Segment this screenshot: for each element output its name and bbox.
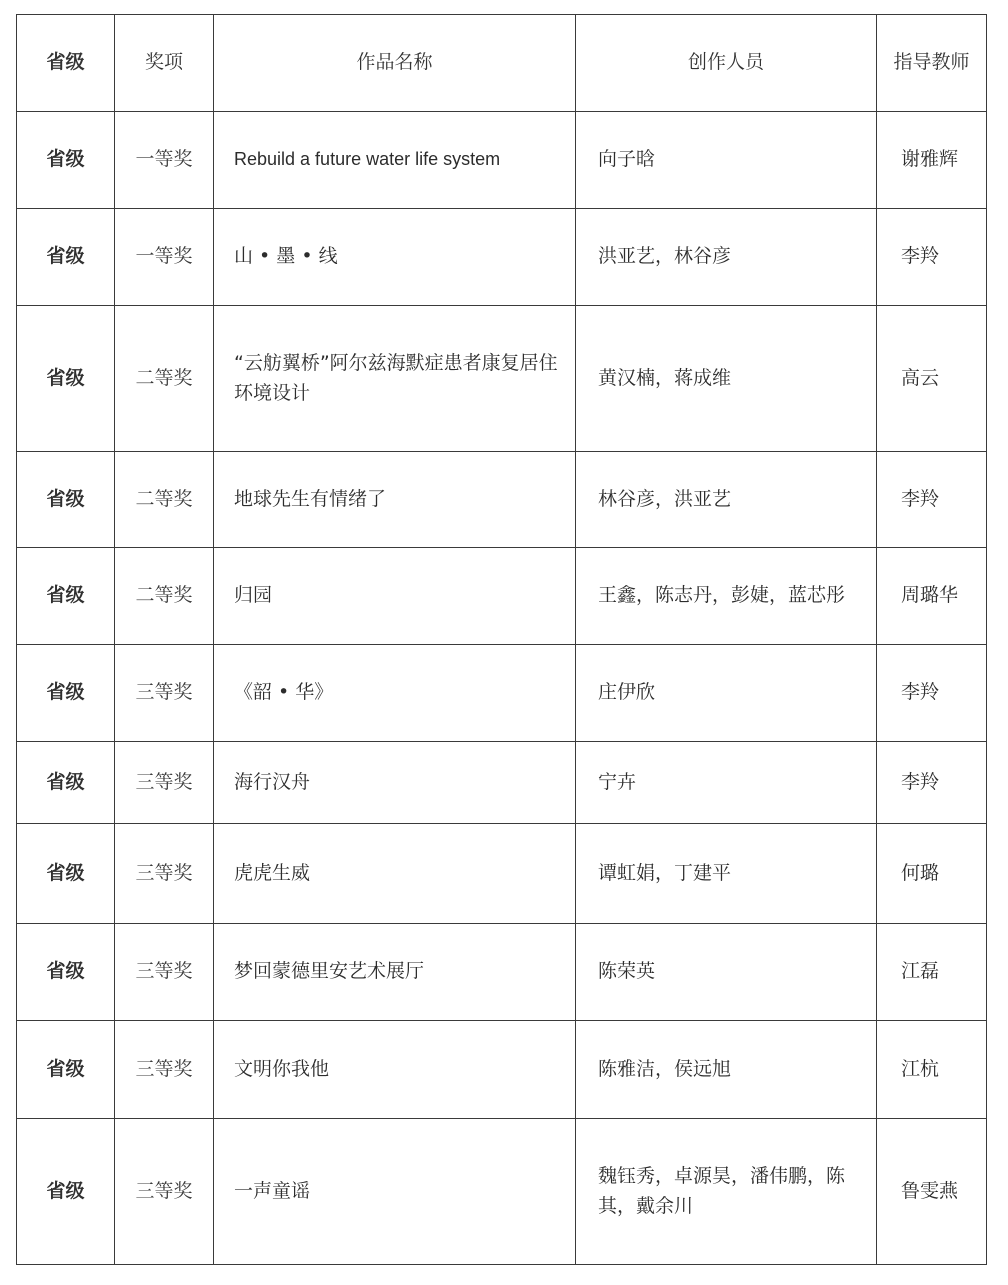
cell-prize: 二等奖	[115, 452, 214, 548]
cell-level: 省级	[17, 112, 115, 209]
cell-title: Rebuild a future water life system	[214, 112, 576, 209]
cell-teacher: 江杭	[877, 1021, 987, 1119]
cell-prize: 三等奖	[115, 824, 214, 924]
cell-creators: 陈荣英	[576, 924, 877, 1021]
table-row	[17, 112, 987, 209]
cell-prize: 三等奖	[115, 742, 214, 824]
cell-level: 省级	[17, 645, 115, 742]
cell-title: 山 • 墨 • 线	[214, 209, 576, 306]
cell-level: 省级	[17, 548, 115, 645]
cell-creators: 向子晗	[576, 112, 877, 209]
cell-teacher: 鲁雯燕	[877, 1119, 987, 1265]
cell-creators: 王鑫，陈志丹，彭婕，蓝芯彤	[576, 548, 877, 645]
table-row	[17, 452, 987, 548]
cell-level: 省级	[17, 742, 115, 824]
cell-prize: 三等奖	[115, 1021, 214, 1119]
cell-creators: 黄汉楠，蒋成维	[576, 306, 877, 452]
table-row	[17, 924, 987, 1021]
cell-prize: 一等奖	[115, 112, 214, 209]
table-row	[17, 1119, 987, 1265]
table-body	[17, 112, 987, 1265]
cell-level: 省级	[17, 1021, 115, 1119]
header-teacher: 指导教师	[877, 15, 987, 112]
cell-title: 地球先生有情绪了	[214, 452, 576, 548]
header-creators: 创作人员	[576, 15, 877, 112]
cell-title: 一声童谣	[214, 1119, 576, 1265]
cell-title: 《韶 • 华》	[214, 645, 576, 742]
cell-teacher: 李羚	[877, 645, 987, 742]
table-header	[17, 15, 987, 112]
cell-teacher: 李羚	[877, 452, 987, 548]
cell-creators: 谭虹娟，丁建平	[576, 824, 877, 924]
table-row	[17, 824, 987, 924]
cell-title: 虎虎生威	[214, 824, 576, 924]
cell-title: 归园	[214, 548, 576, 645]
table-row	[17, 306, 987, 452]
cell-creators: 庄伊欣	[576, 645, 877, 742]
award-table	[16, 14, 987, 1265]
cell-level: 省级	[17, 824, 115, 924]
cell-title: 文明你我他	[214, 1021, 576, 1119]
cell-title: 梦回蒙德里安艺术展厅	[214, 924, 576, 1021]
cell-teacher: 李羚	[877, 742, 987, 824]
cell-prize: 一等奖	[115, 209, 214, 306]
cell-prize: 二等奖	[115, 306, 214, 452]
cell-teacher: 江磊	[877, 924, 987, 1021]
cell-teacher: 李羚	[877, 209, 987, 306]
header-title: 作品名称	[214, 15, 576, 112]
cell-prize: 二等奖	[115, 548, 214, 645]
cell-creators: 魏钰秀，卓源昊，潘伟鹏，陈其，戴余川	[576, 1119, 877, 1265]
table-row	[17, 1021, 987, 1119]
cell-prize: 三等奖	[115, 924, 214, 1021]
cell-title: 海行汉舟	[214, 742, 576, 824]
cell-creators: 宁卉	[576, 742, 877, 824]
cell-prize: 三等奖	[115, 645, 214, 742]
cell-teacher: 高云	[877, 306, 987, 452]
cell-creators: 洪亚艺，林谷彦	[576, 209, 877, 306]
cell-teacher: 谢雅辉	[877, 112, 987, 209]
cell-level: 省级	[17, 306, 115, 452]
cell-level: 省级	[17, 1119, 115, 1265]
table-row	[17, 548, 987, 645]
cell-level: 省级	[17, 924, 115, 1021]
cell-creators: 林谷彦，洪亚艺	[576, 452, 877, 548]
table-row	[17, 742, 987, 824]
header-row	[17, 15, 987, 112]
table-row	[17, 645, 987, 742]
cell-level: 省级	[17, 452, 115, 548]
cell-creators: 陈雅洁，侯远旭	[576, 1021, 877, 1119]
table-row	[17, 209, 987, 306]
cell-teacher: 周璐华	[877, 548, 987, 645]
cell-title: “云舫翼桥”阿尔兹海默症患者康复居住环境设计	[214, 306, 576, 452]
header-level: 省级	[17, 15, 115, 112]
cell-level: 省级	[17, 209, 115, 306]
cell-teacher: 何璐	[877, 824, 987, 924]
cell-prize: 三等奖	[115, 1119, 214, 1265]
header-prize: 奖项	[115, 15, 214, 112]
